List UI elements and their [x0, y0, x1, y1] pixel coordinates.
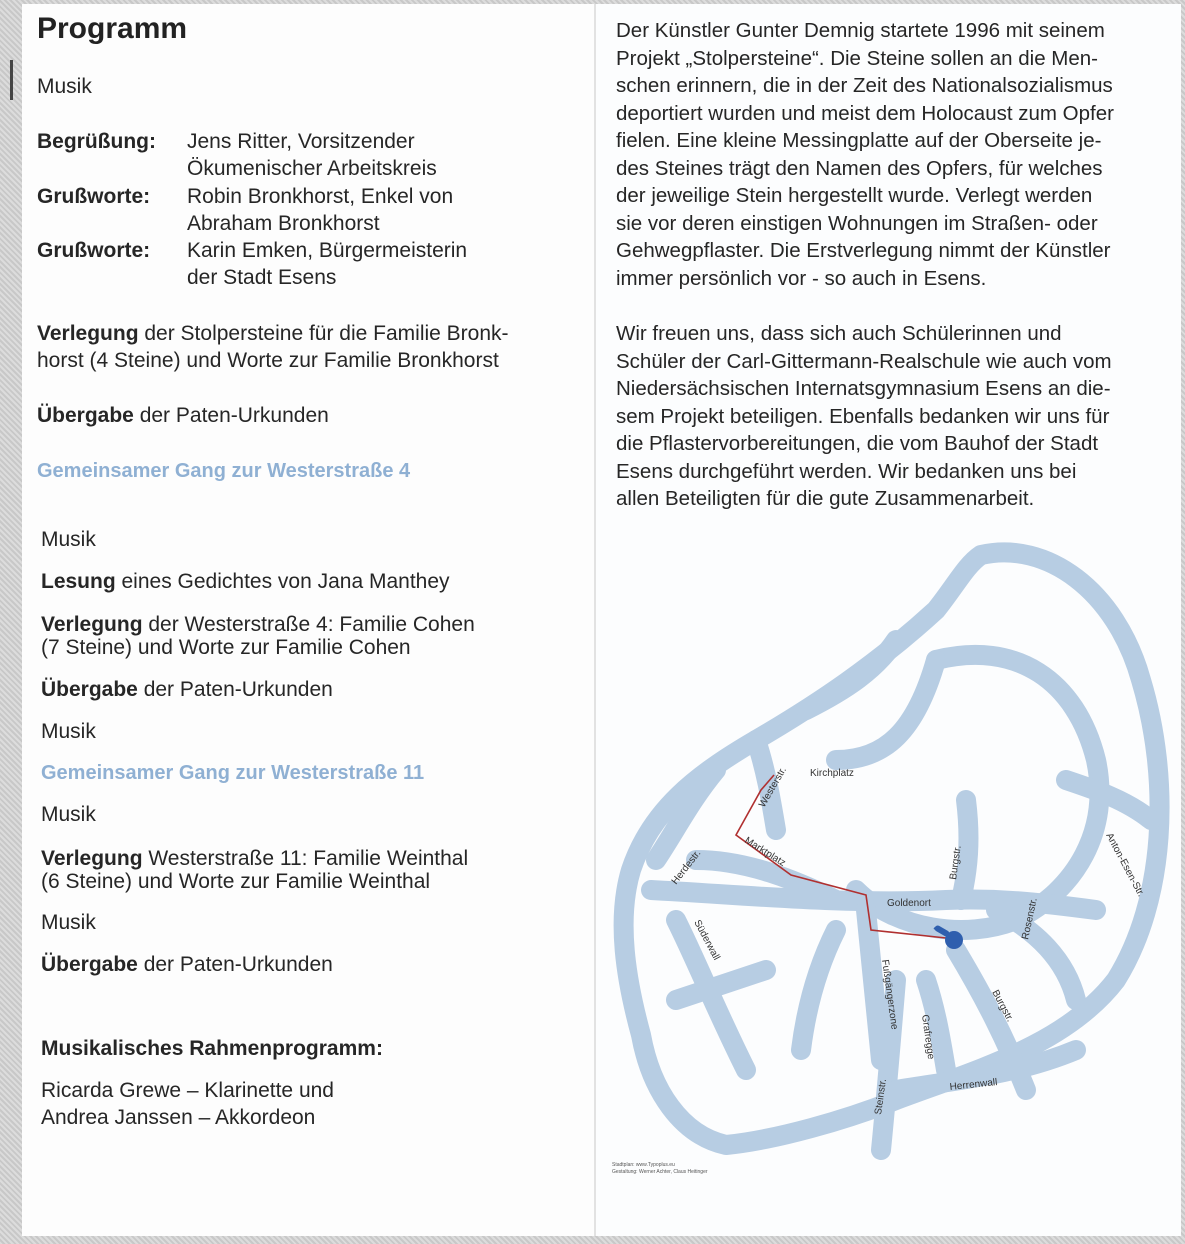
paragraph-line: immer persönlich vor - so auch in Esens. — [616, 266, 987, 290]
paragraph-line: Esens durchgeführt werden. Wir bedanken uns bei — [616, 459, 1077, 483]
map-label-grafregge: Grafregge — [919, 1013, 937, 1061]
program-item-lesung — [41, 568, 450, 595]
map-label-burgstr-bottom: Burgstr. — [989, 988, 1016, 1024]
grussworte-text-2a: Karin Emken, Bürgermeisterin — [187, 239, 468, 262]
begruessung-label: Begrüßung: — [37, 130, 156, 153]
program-item-musik: Musik — [37, 75, 92, 98]
grussworte-label-1: Grußworte: — [37, 185, 151, 208]
verlegung-text: der Stolpersteine für die Familie Bronk- — [138, 322, 509, 345]
paragraph-line: schen erinnern, die in der Zeit des Nationalsozialismus — [616, 74, 1113, 97]
grussworte-text-2b: der Stadt Esens — [187, 266, 337, 289]
lesung-text: eines Gedichtes von Jana Manthey — [115, 570, 450, 593]
street-link-4 — [801, 930, 836, 1050]
map-label-rosenstr: Rosenstr. — [1020, 897, 1040, 941]
map-label-kirchplatz: Kirchplatz — [810, 768, 854, 779]
paragraph-line: Niedersächsischen Internatsgymnasium Esens an die- — [616, 377, 1111, 400]
paragraph-line: fielen. Eine kleine Messingplatte auf der Oberseite je- — [616, 129, 1102, 152]
verlegung-text: der Westerstraße 4: Familie Cohen — [142, 613, 475, 636]
map-label-herrenwall: Herrenwall — [949, 1077, 998, 1093]
grussworte-label-2: Grußworte: — [37, 239, 151, 262]
street-fussgaengerzone — [866, 910, 881, 1060]
page-title: Programm — [37, 12, 188, 45]
map-label-westerstr: Westerstr. — [757, 765, 790, 810]
program-item-uebergabe-1 — [37, 402, 329, 429]
paragraph-line: die Pflastervorbereitungen, die vom Bauhof der Stadt — [616, 432, 1099, 455]
map-label-burgstr-top: Burgstr. — [948, 844, 964, 881]
paragraph-line: sie vor deren einstigen Wohnungen im Straßen- oder — [616, 211, 1098, 235]
program-item-musik-3: Musik — [41, 720, 96, 743]
paragraph-line: deportiert wurden und meist dem Holocaust zum Opfer — [616, 101, 1114, 125]
program-item-uebergabe-3 — [41, 951, 333, 978]
program-item-musik-5: Musik — [41, 911, 96, 934]
city-map — [596, 530, 1181, 1160]
program-item-uebergabe-2 — [41, 676, 333, 703]
map-label-goldenort: Goldenort — [887, 898, 931, 909]
program-item-verlegung-1 — [37, 320, 509, 347]
street-link-5 — [1066, 780, 1151, 820]
street-link-3 — [676, 970, 766, 1000]
verlegung-text-cont: horst (4 Steine) und Worte zur Familie Bronkhorst — [37, 349, 499, 372]
street-link-2 — [806, 640, 896, 710]
verlegung-keyword: Verlegung — [41, 613, 143, 636]
verlegung-keyword: Verlegung — [41, 847, 143, 870]
verlegung-text-cont: (6 Steine) und Worte zur Familie Weinthal — [41, 870, 431, 893]
paragraph-line: Der Künstler Gunter Demnig startete 1996 mit seinem — [616, 19, 1105, 42]
street-network — [624, 552, 1160, 1150]
gang-heading-2: Gemeinsamer Gang zur Westerstraße 11 — [41, 762, 425, 784]
map-label-suederwall: Süderwall — [691, 918, 722, 963]
paragraph-line: der jeweilige Stein hergestellt wurde. Verlegt werden — [616, 184, 1093, 207]
uebergabe-text: der Paten-Urkunden — [133, 404, 329, 427]
begruessung-text-2: Ökumenischer Arbeitskreis — [187, 157, 437, 180]
paragraph-line: sem Projekt beteiligen. Ebenfalls bedanken wir uns für — [616, 404, 1110, 428]
paragraph-line: allen Beteiligten für die gute Zusammenarbeit. — [616, 487, 1035, 510]
map-label-marktplatz: Marktplatz — [742, 835, 788, 869]
gang-heading-1: Gemeinsamer Gang zur Westerstraße 4 — [37, 460, 411, 482]
grussworte-text-1a: Robin Bronkhorst, Enkel von — [187, 185, 454, 208]
program-item-musik-4: Musik — [41, 803, 96, 826]
thanks-paragraph — [616, 320, 1176, 513]
verlegung-keyword: Verlegung — [37, 322, 139, 345]
intro-paragraph — [616, 17, 1176, 292]
inner-ring-street — [856, 655, 1099, 930]
map-label-herdestr: Herdestr. — [669, 848, 704, 887]
paragraph-line: des Steines trägt den Namen des Opfers, für welches — [616, 156, 1103, 180]
uebergabe-keyword: Übergabe — [41, 678, 138, 701]
paragraph-line: Wir freuen uns, dass sich auch Schülerinnen und — [616, 322, 1062, 345]
uebergabe-text: der Paten-Urkunden — [137, 953, 333, 976]
rahmenprogramm-line-2: Andrea Janssen – Akkordeon — [41, 1106, 316, 1129]
paragraph-line: Gehwegpflaster. Die Erstverlegung nimmt der Künstler — [616, 239, 1111, 262]
map-credit-1: Stadtplan: www.Typoplus.eu — [612, 1162, 675, 1168]
street-rosenstr — [996, 910, 1076, 1000]
grussworte-text-1b: Abraham Bronkhorst — [187, 212, 380, 235]
uebergabe-text: der Paten-Urkunden — [137, 678, 333, 701]
rahmenprogramm-title: Musikalisches Rahmenprogramm: — [41, 1037, 383, 1060]
map-credit-2: Gestaltung: Werner Achter, Claus Heitinger — [612, 1169, 708, 1175]
paragraph-line: Schüler der Carl-Gittermann-Realschule wie auch vom — [616, 349, 1112, 373]
verlegung-text: Westerstraße 11: Familie Weinthal — [142, 847, 469, 870]
scan-edge-mark — [10, 60, 13, 100]
paragraph-line: Projekt „Stolpersteine“. Die Steine sollen an die Men- — [616, 46, 1098, 70]
begruessung-text-1: Jens Ritter, Vorsitzender — [187, 130, 415, 153]
verlegung-text-cont: (7 Steine) und Worte zur Familie Cohen — [41, 636, 411, 659]
lesung-keyword: Lesung — [41, 570, 116, 593]
rahmenprogramm-line-1: Ricarda Grewe – Klarinette und — [41, 1079, 334, 1102]
map-label-steinstr: Steinstr. — [873, 1078, 890, 1116]
uebergabe-keyword: Übergabe — [41, 953, 138, 976]
map-label-fussgaengerzone: Fußgängerzone — [879, 958, 900, 1031]
map-label-anton-esen-str: Anton-Esen-Str. — [1103, 831, 1147, 899]
program-item-musik-2: Musik — [41, 528, 96, 551]
uebergabe-keyword: Übergabe — [37, 404, 134, 427]
